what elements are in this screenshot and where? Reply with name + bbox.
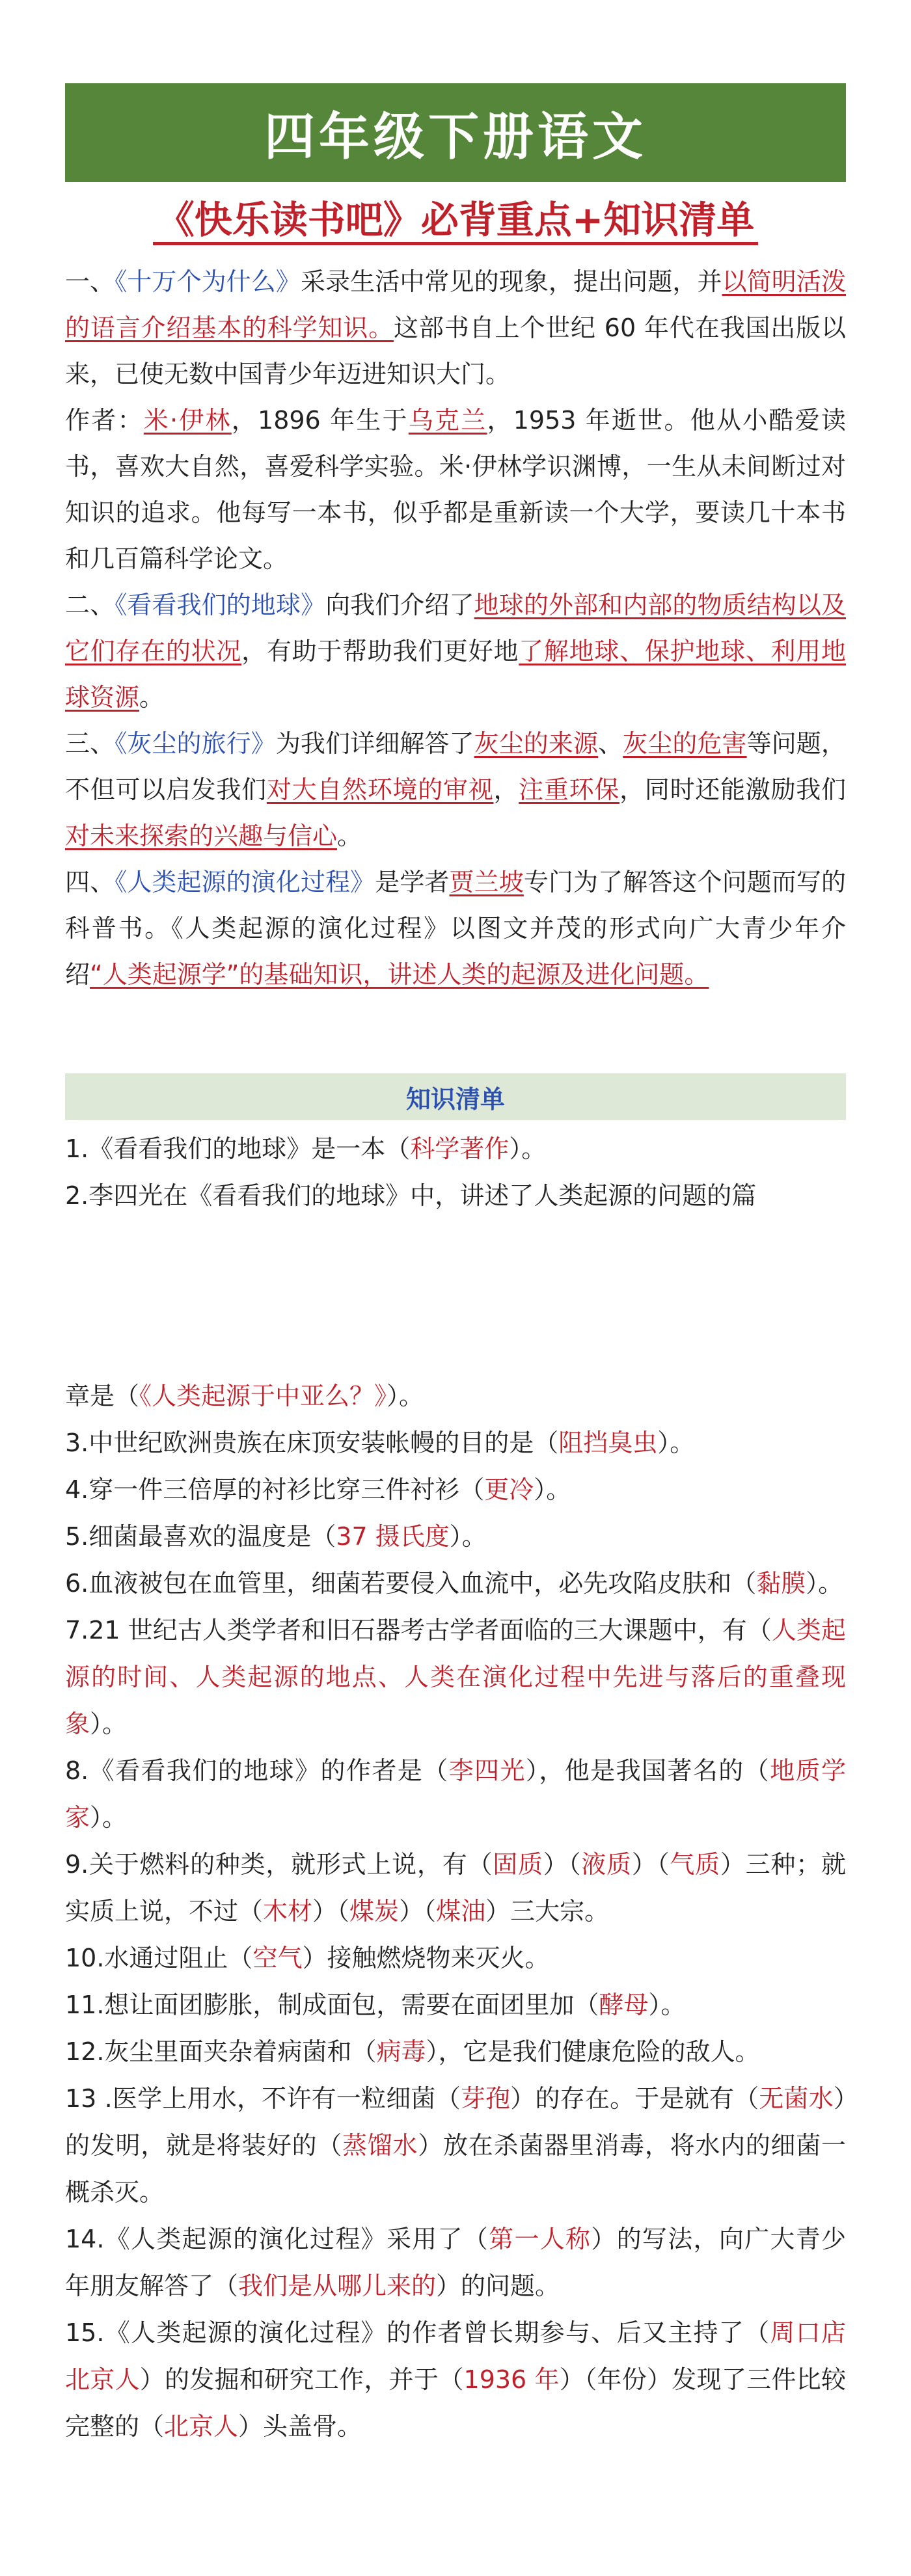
item-text: ）的存在。于是就有（ <box>510 2084 759 2113</box>
item-text: 章是（ <box>65 1382 140 1410</box>
item-answer: 芽孢 <box>460 2084 511 2113</box>
item-answer: 液质 <box>581 1850 632 1879</box>
key-point: 注重环保 <box>519 775 620 804</box>
item-text: 5.细菌最喜欢的温度是（ <box>65 1522 336 1551</box>
list-item <box>65 1981 846 2028</box>
item-text: ）接触燃烧物来灭火。 <box>302 1944 550 1972</box>
item-text: ）（ <box>543 1850 582 1879</box>
item-text: ）。 <box>90 1710 128 1738</box>
key-point: “人类起源学”的基础知识，讲述人类的起源及进化问题。 <box>90 960 709 989</box>
text: 为我们详细解答了 <box>275 729 474 758</box>
item-answer: 无菌水 <box>759 2084 834 2113</box>
list-item <box>65 1747 846 1841</box>
item-answer: 人类起源的时间、人类起源的地点、人类在演化过程中先进与落后的重叠现象 <box>65 1616 846 1738</box>
knowledge-heading-bar <box>65 1073 846 1120</box>
intro-paragraph-2 <box>65 397 846 582</box>
key-point: 以简明活泼的语言介绍基本的科学知识。 <box>65 267 846 342</box>
text: 作者： <box>65 406 144 435</box>
item-answer: 周口店北京人 <box>65 2318 846 2394</box>
text: 等问题，不但可以启发我们 <box>65 729 846 804</box>
item-answer: 气质 <box>670 1850 720 1879</box>
item-text: ）（ <box>312 1897 350 1925</box>
item-answer: 病毒 <box>376 2037 426 2066</box>
item-answer: 煤油 <box>436 1897 486 1925</box>
item-text: ）的写法，向广大青少年朋友解答了（ <box>65 2225 846 2300</box>
item-text: ）。 <box>534 1475 571 1504</box>
item-answer: 37 摄氏度 <box>336 1522 450 1551</box>
list-item <box>65 1419 846 1466</box>
key-point: 地球的外部和内部的物质结构以及它们存在的状况 <box>65 591 846 665</box>
text: 采录生活中常见的现象，提出问题，并 <box>300 267 722 296</box>
item-answer: 酵母 <box>599 1991 649 2019</box>
item-text: 9.关于燃料的种类，就形式上说，有（ <box>65 1850 493 1879</box>
item-answer: 1936 年 <box>463 2365 560 2394</box>
text: 是学者 <box>375 868 450 896</box>
item-answer: 更冷 <box>484 1475 534 1504</box>
author-name: 贾兰坡 <box>449 868 524 896</box>
item-text: ）头盖骨。 <box>238 2412 362 2441</box>
text: 这部书自上个世纪 60 年代在我国出版以来，已使无数中国青少年迈进知识大门。 <box>65 314 846 388</box>
subtitle <box>65 193 846 247</box>
list-item <box>65 1607 846 1747</box>
item-text: ）。 <box>387 1382 424 1410</box>
item-answer: 北京人 <box>164 2412 239 2441</box>
text: ，有助于帮助我们更好地 <box>241 637 519 665</box>
knowledge-heading: 知识清单 <box>405 1084 505 1114</box>
text: ，1953 年逝世。他从小酷爱读书，喜欢大自然，喜爱科学实验。米·伊林学识渊博，一生从未间断过对知识的追求。他每写一本书，似乎都是重新读一个大学，要读几十本书和几百篇科学论文。 <box>65 406 846 573</box>
key-point: 对大自然环境的审视 <box>266 775 494 804</box>
list-item <box>65 1841 846 1935</box>
item-text: ）。 <box>90 1803 128 1832</box>
paragraph-prefix: 三、 <box>65 729 115 758</box>
text: ，1896 年生于 <box>231 406 409 435</box>
text: ， <box>493 775 519 804</box>
key-point: 灰尘的危害 <box>623 729 747 758</box>
item-text: ）的发掘和研究工作，并于（ <box>139 2365 464 2394</box>
item-text: ）（ <box>399 1897 437 1925</box>
item-answer: 《人类起源于中亚么？》 <box>139 1382 387 1410</box>
book-title: 《看看我们的地球》 <box>115 591 326 619</box>
knowledge-list-top <box>65 1125 846 1219</box>
item-text: 2.李四光在《看看我们的地球》中，讲述了人类起源的问题的篇 <box>65 1181 757 1210</box>
item-text: ），他是我国著名的（ <box>525 1756 770 1785</box>
knowledge-list-bottom <box>65 1373 846 2450</box>
key-point: 对未来探索的兴趣与信心 <box>65 822 338 850</box>
list-item <box>65 1373 846 1419</box>
book-title: 《灰尘的旅行》 <box>115 729 276 758</box>
item-answer: 固质 <box>493 1850 543 1879</box>
list-item <box>65 1172 846 1219</box>
item-text: 1.《看看我们的地球》是一本（ <box>65 1134 411 1163</box>
item-answer: 木材 <box>263 1897 313 1925</box>
list-item <box>65 1560 846 1607</box>
list-item <box>65 1935 846 1981</box>
list-item <box>65 1125 846 1172</box>
item-answer: 李四光 <box>448 1756 526 1785</box>
key-point: 灰尘的来源 <box>474 729 599 758</box>
list-item <box>65 1466 846 1513</box>
title-banner <box>65 83 846 182</box>
item-text: ）三大宗。 <box>485 1897 610 1925</box>
item-text: ）。 <box>509 1134 547 1163</box>
key-point: 了解地球、保护地球、利用地球资源 <box>65 637 846 712</box>
item-text: ）。 <box>449 1522 487 1551</box>
list-item <box>65 1513 846 1560</box>
book-title: 《十万个为什么》 <box>115 267 301 296</box>
item-answer: 科学著作 <box>410 1134 510 1163</box>
item-text: ）（年份）发现了三件比较完整的（ <box>65 2365 846 2441</box>
item-answer: 黏膜 <box>756 1569 806 1598</box>
item-text: 4.穿一件三倍厚的衬衫比穿三件衬衫（ <box>65 1475 485 1504</box>
text: 专门为了解答这个问题而写的科普书。《人类起源的演化过程》以图文并茂的形式向广大青少年介绍 <box>65 868 846 989</box>
item-text: ）（ <box>631 1850 670 1879</box>
intro-paragraph-1 <box>65 259 846 397</box>
item-text: 6.血液被包在血管里，细菌若要侵入血流中，必先攻陷皮肤和（ <box>65 1569 757 1598</box>
list-item <box>65 2309 846 2450</box>
list-item <box>65 2075 846 2216</box>
text: 。 <box>337 822 362 850</box>
text: ，同时还能激励我们 <box>619 775 846 804</box>
paragraph-prefix: 二、 <box>65 591 115 619</box>
intro-section <box>65 259 846 998</box>
subtitle-text: 《快乐读书吧》必背重点+知识清单 <box>153 198 759 245</box>
item-text: ）。 <box>648 1991 686 2019</box>
item-answer: 地质学家 <box>65 1756 846 1832</box>
intro-paragraph-4 <box>65 721 846 859</box>
paragraph-prefix: 四、 <box>65 868 115 896</box>
item-text: 12.灰尘里面夹杂着病菌和（ <box>65 2037 377 2066</box>
text: 、 <box>598 729 623 758</box>
intro-paragraph-3 <box>65 582 846 721</box>
item-text: 13 .医学上用水，不许有一粒细菌（ <box>65 2084 461 2113</box>
item-text: ）。 <box>806 1569 843 1598</box>
item-text: 7.21 世纪古人类学者和旧石器考古学者面临的三大课题中，有（ <box>65 1616 772 1644</box>
item-text: 3.中世纪欧洲贵族在床顶安装帐幔的目的是（ <box>65 1429 559 1457</box>
list-item <box>65 2028 846 2075</box>
item-text: ）三种；就实质上说，不过（ <box>65 1850 846 1925</box>
text: 向我们介绍了 <box>325 591 474 619</box>
item-text: 11.想让面团膨胀，制成面包，需要在面团里加（ <box>65 1991 599 2019</box>
item-text: 14.《人类起源的演化过程》采用了（ <box>65 2225 489 2253</box>
item-text: ）放在杀菌器里消毒，将水内的细菌一概杀灭。 <box>65 2131 846 2207</box>
item-text: ）的发明，就是将装好的（ <box>65 2084 846 2160</box>
item-text: ），它是我们健康危险的敌人。 <box>426 2037 760 2066</box>
item-text: 10.水通过阻止（ <box>65 1944 253 1972</box>
list-item <box>65 2216 846 2309</box>
item-text: ）的问题。 <box>436 2272 560 2300</box>
item-text: ）。 <box>657 1429 695 1457</box>
item-text: 15.《人类起源的演化过程》的作者曾长期参与、后又主持了（ <box>65 2318 770 2347</box>
item-answer: 阻挡臭虫 <box>558 1429 658 1457</box>
paragraph-prefix: 一、 <box>65 267 115 296</box>
page-title: 四年级下册语文 <box>264 108 647 167</box>
book-title: 《人类起源的演化过程》 <box>115 868 375 896</box>
item-answer: 煤炭 <box>349 1897 400 1925</box>
item-answer: 蒸馏水 <box>342 2131 418 2160</box>
item-text: 8.《看看我们的地球》的作者是（ <box>65 1756 449 1785</box>
intro-paragraph-5 <box>65 859 846 998</box>
item-answer: 空气 <box>252 1944 303 1972</box>
item-answer: 我们是从哪儿来的 <box>238 2272 437 2300</box>
author-name: 米·伊林 <box>143 406 232 435</box>
item-answer: 第一人称 <box>489 2225 591 2253</box>
birthplace: 乌克兰 <box>408 406 487 435</box>
text: 。 <box>139 683 165 712</box>
